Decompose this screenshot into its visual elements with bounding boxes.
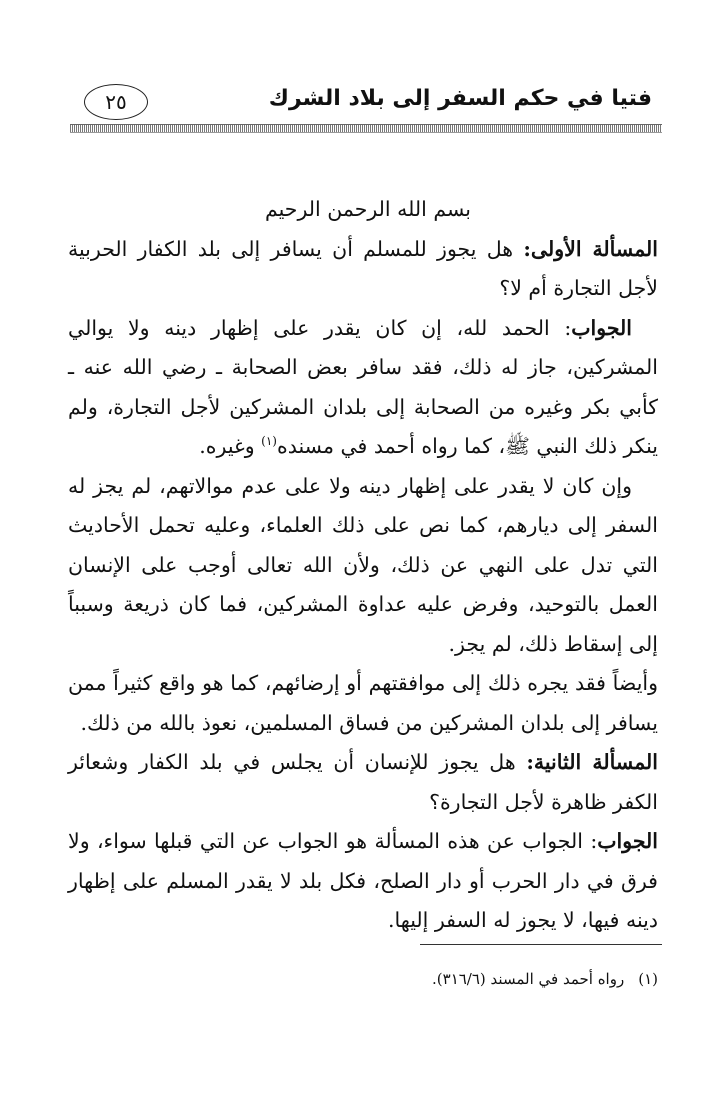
question-1: [68, 230, 658, 309]
main-text: [68, 190, 658, 941]
question-2-label: المسألة الثانية:: [526, 750, 658, 774]
answer-2-label: الجواب: [597, 829, 658, 853]
paragraph-3: وأيضاً فقد يجره ذلك إلى موافقتهم أو إرضائهم، كما هو واقع كثيراً ممن يسافر إلى بلدان المشركين من فساق المسلمين، نعوذ بالله من ذلك.: [68, 671, 658, 735]
question-2: [68, 743, 658, 822]
answer-1-text: : الحمد لله، إن كان يقدر على إظهار دينه ولا يوالي المشركين، جاز له ذلك، فقد سافر بعض الصحابة ـ رضي الله عنه ـ كأبي بكر وغيره من الصحابة إلى بلدان المشركين لأجل التجارة، ولم ينكر ذلك النبي ﷺ، كما رواه أحمد في مسنده: [68, 315, 658, 458]
basmala: بسم الله الرحمن الرحيم: [264, 197, 472, 221]
running-title: فتيا في حكم السفر إلى بلاد الشرك: [268, 86, 652, 111]
answer-1-label: الجواب: [571, 315, 632, 340]
page-number-oval: [84, 84, 148, 120]
footnote: [68, 970, 658, 988]
footnote-number: (١): [638, 970, 658, 988]
question-2-text: هل يجوز للإنسان أن يجلس في بلد الكفار وشعائر الكفر ظاهرة لأجل التجارة؟: [68, 750, 658, 814]
footnote-text: رواه أحمد في المسند (٣١٦/٦).: [432, 970, 625, 988]
question-1-text: هل يجوز للمسلم أن يسافر إلى بلد الكفار الحربية لأجل التجارة أم لا؟: [68, 236, 658, 300]
paragraph-2: وإن كان لا يقدر على إظهار دينه ولا على عدم موالاتهم، لم يجز له السفر إلى ديارهم، كما نص على ذلك العلماء، وعليه تحمل الأحاديث التي تدل على النهي عن ذلك، ولأن الله تعالى أوجب على الإنسان العمل بالتوحيد، وفرض عليه عداوة المشركين، فما كان ذريعة وسبباً إلى إسقاط ذلك، لم يجز.: [68, 473, 658, 656]
answer-1-text-end: وغيره.: [199, 434, 262, 458]
footnote-reference[interactable]: (١): [261, 434, 277, 449]
footnote-rule: [420, 944, 662, 945]
answer-1: [68, 309, 658, 467]
header-rule: [70, 124, 662, 133]
page-number: ٢٥: [105, 90, 127, 114]
question-1-label: المسألة الأولى:: [523, 236, 659, 261]
answer-2: [68, 822, 658, 941]
answer-2-text: : الجواب عن هذه المسألة هو الجواب عن التي قبلها سواء، ولا فرق في دار الحرب أو دار الصلح، فكل بلد لا يقدر المسلم على إظهار دينه فيها، لا يجوز له السفر إليها.: [68, 829, 658, 932]
